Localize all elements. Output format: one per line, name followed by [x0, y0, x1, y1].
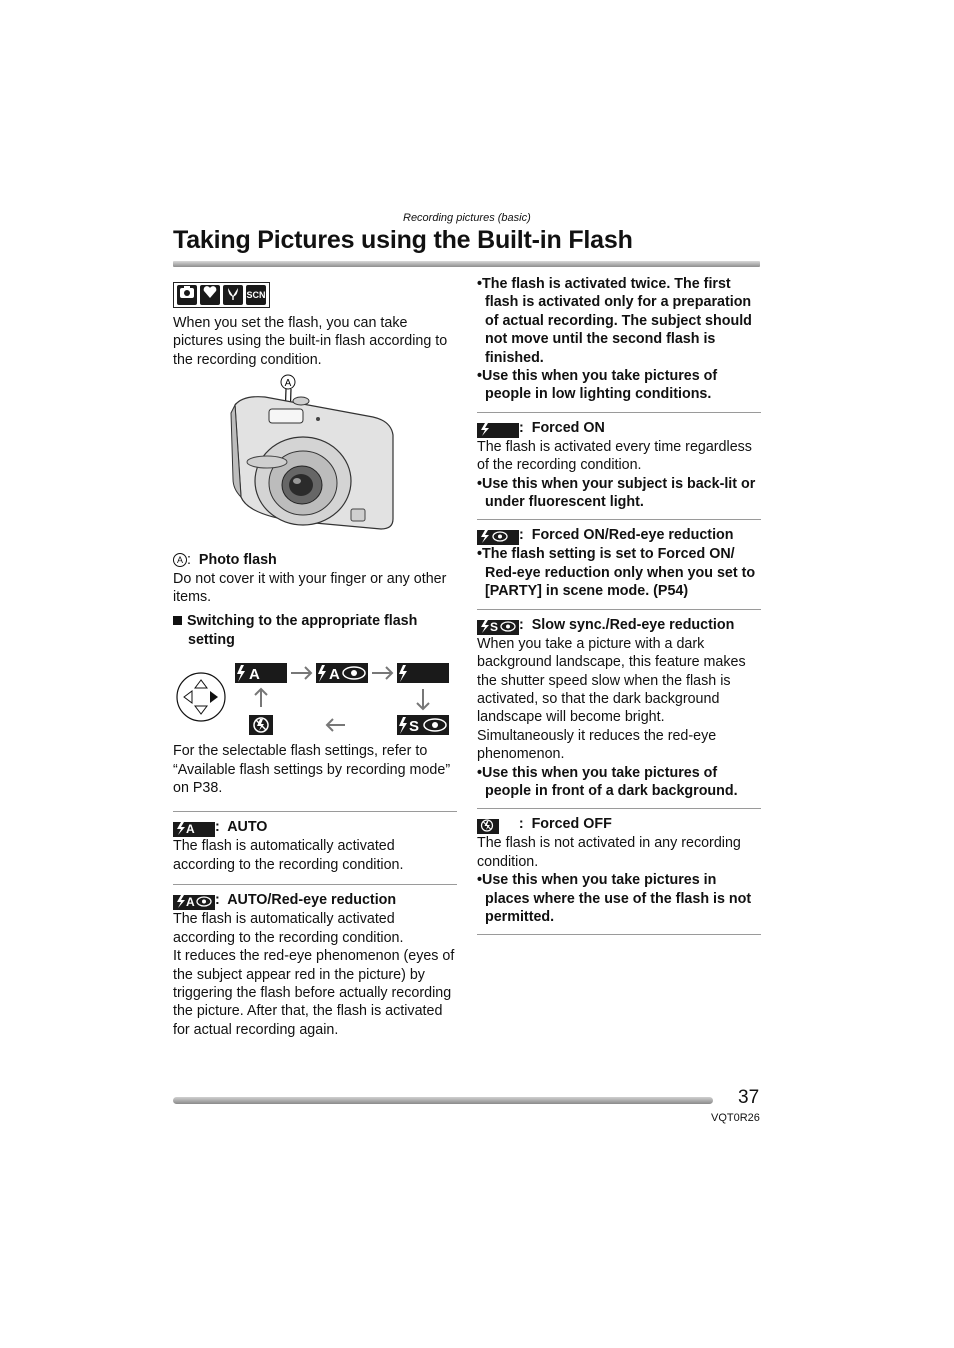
divider — [477, 412, 761, 413]
bullet-item: •Use this when you take pictures of people in front of a dark background. — [477, 764, 738, 799]
forced-off-heading: : Forced OFF — [477, 815, 761, 834]
divider — [477, 934, 761, 935]
flash-slow-sync-badge-icon — [477, 620, 519, 635]
flash-forced-on-badge-icon — [477, 423, 519, 438]
svg-text:A: A — [186, 895, 195, 909]
flash-auto-badge-icon: A — [173, 822, 215, 837]
bullet-item: •Use this when your subject is back-lit or under fluorescent light. — [477, 475, 756, 511]
forced-on-heading: : Forced ON — [477, 419, 761, 438]
divider — [477, 808, 761, 809]
photo-flash-label: Photo flash — [198, 552, 277, 569]
square-bullet-icon — [173, 616, 182, 625]
bullet-item: •Use this when you take pictures of people in low lighting conditions. — [477, 368, 718, 403]
photo-flash-label-line: A : Photo flash — [173, 551, 457, 569]
document-code: VQT0R26 — [711, 1112, 760, 1124]
forced-off-label: Forced OFF — [531, 816, 612, 833]
footer-bar — [173, 1097, 713, 1104]
scene-mode-icon: SCN — [246, 285, 266, 305]
flash-cycle-diagram — [173, 655, 457, 739]
auto-text: The flash is automatically activated according to the recording condition. — [173, 838, 404, 873]
flash-slow-sync-redeye-icon — [397, 715, 449, 735]
forced-off-text: The flash is not activated in any recording condition. — [477, 835, 741, 870]
bullet-item: •The flash setting is set to Forced ON/ Red-eye reduction only when you set to [PARTY] in scene mode. (P54) — [477, 546, 756, 600]
section-label: Recording pictures (basic) — [403, 212, 531, 224]
forced-on-redeye-heading: : Forced ON/Red-eye reduction — [477, 526, 761, 545]
auto-heading: A: AUTO — [173, 818, 457, 837]
camera-icon — [177, 285, 197, 305]
page-title: Taking Pictures using the Built-in Flash — [173, 226, 633, 254]
auto-redeye-label: AUTO/Red-eye reduction — [227, 892, 397, 909]
forced-on-text: The flash is activated every time regardless of the recording condition. — [477, 438, 752, 474]
marker-a: A — [173, 553, 187, 567]
flash-auto-icon — [235, 663, 287, 683]
slow-sync-text: When you take a picture with a dark background landscape, this feature makes the shutter speed slow when the flash is activated, so that the dark background landscape will become bright. Simultaneously it reduces the red-eye phenomenon. — [477, 635, 746, 763]
svg-text:A: A — [249, 666, 260, 684]
flash-forced-off-badge-icon — [477, 819, 499, 834]
intro-text: When you set the flash, you can take pictures using the built-in flash according to the recording condition. — [173, 315, 448, 368]
photo-flash-text: Do not cover it with your finger or any other items. — [173, 570, 447, 606]
camera-illustration — [173, 369, 457, 551]
flash-forced-on-icon — [397, 663, 449, 683]
flash-forced-off-icon — [249, 715, 273, 735]
auto-redeye-text-1: The flash is automatically activated according to the recording condition. — [173, 911, 404, 946]
divider — [477, 519, 761, 520]
flash-settings-reference: For the selectable flash settings, refer to “Available flash settings by recording mode” on P38. — [173, 743, 451, 797]
forced-on-redeye-label: Forced ON/Red-eye reduction — [531, 527, 734, 544]
macro-icon — [223, 285, 243, 305]
svg-text:A: A — [329, 666, 340, 684]
right-column — [477, 275, 761, 941]
forced-on-label: Forced ON — [531, 419, 605, 436]
bullet-item: •Use this when you take pictures in places where the use of the flash is not permitted. — [477, 872, 752, 925]
callout-letter: A — [284, 378, 292, 390]
flash-auto-redeye-icon — [316, 663, 368, 683]
camera-figure — [173, 369, 457, 551]
switching-heading: Switching to the appropriate flash setting — [173, 612, 457, 649]
flash-auto-redeye-badge-icon — [173, 895, 215, 910]
left-column — [173, 282, 457, 1039]
heart-icon — [200, 285, 220, 305]
svg-text:S: S — [409, 718, 420, 736]
divider — [173, 884, 457, 885]
svg-text:S: S — [490, 619, 499, 633]
cursor-buttons-icon — [177, 673, 225, 721]
divider — [173, 811, 457, 812]
page-number: 37 — [738, 1087, 760, 1108]
auto-label: AUTO — [227, 819, 268, 836]
applicable-modes — [173, 282, 270, 308]
auto-redeye-heading: A : AUTO/Red-eye reduction — [173, 891, 457, 910]
title-underline — [173, 261, 760, 267]
divider — [477, 609, 761, 610]
bullet-item: •The flash is activated twice. The first flash is activated only for a preparation of actual recording. The subject should not move until the second flash is finished. — [477, 276, 752, 366]
slow-sync-label: Slow sync./Red-eye reduction — [531, 616, 735, 633]
auto-redeye-text-2: It reduces the red-eye phenomenon (eyes of the subject appear red in the picture) by triggering the flash before actually recording the picture. After that, the flash is activated for actual recording again. — [173, 948, 455, 1038]
flash-forced-on-redeye-badge-icon — [477, 530, 519, 545]
slow-sync-heading: S : Slow sync./Red-eye reduction — [477, 616, 761, 635]
